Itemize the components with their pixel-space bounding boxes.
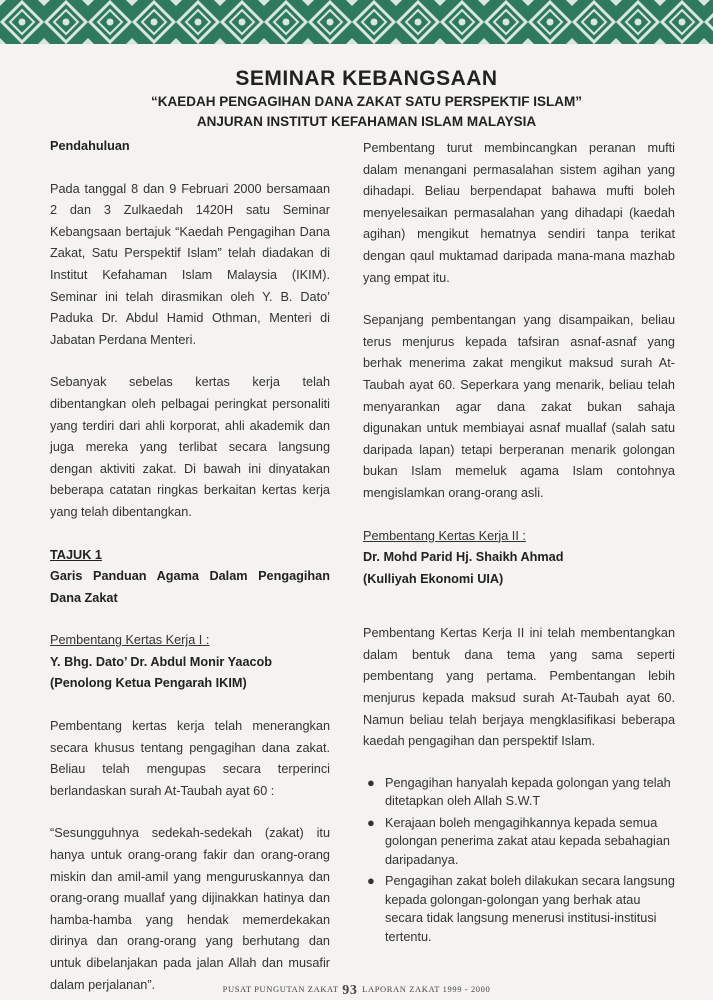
presenter-2-role: (Kulliyah Ekonomi UIA) (363, 571, 504, 586)
presenter-1-role: (Penolong Ketua Pengarah IKIM) (50, 676, 247, 691)
right-column (363, 138, 675, 949)
article-subtitle: “KAEDAH PENGAGIHAN DANA ZAKAT SATU PERSPEKTIF ISLAM” (150, 94, 582, 109)
article-header (0, 66, 713, 132)
page-number: 93 (342, 983, 358, 998)
presenter-1-summary: Pembentang kertas kerja telah menerangkan secara khusus tentang pengagihan dana zakat. Beliau telah mengupas secara terperinci berlandaskan surah At-Taubah ayat 60 : (50, 719, 330, 798)
bullet-icon: ● (367, 873, 375, 889)
page-footer (0, 983, 713, 999)
tajuk-label: TAJUK 1 (50, 547, 102, 562)
ornamental-banner (0, 0, 713, 44)
bullet-icon: ● (367, 774, 375, 790)
islamic-pattern-icon (0, 0, 713, 44)
article-organizer: ANJURAN INSTITUT KEFAHAMAN ISLAM MALAYSIA (196, 114, 537, 129)
intro-paragraph-1: Pada tanggal 8 dan 9 Februari 2000 bersamaan 2 dan 3 Zulkaedah 1420H satu Seminar Kebangsaan bertajuk “Kaedah Pengagihan Dana Zakat, Satu Perspektif Islam” telah diadakan di Institut Kefahaman Islam Malaysia (IKIM). Seminar ini telah dirasmikan oleh Y. B. Dato’ Paduka Dr. Abdul Hamid Othman, Menteri di Jabatan Perdana Menteri. (50, 181, 330, 347)
classification-list (363, 774, 675, 947)
list-item: ● Pengagihan zakat boleh dilakukan secara langsung kepada golongan-golongan yang berhak atau secara tidak langsung menerusi institusi-institusi tertentu. (367, 873, 675, 944)
intro-heading: Pendahuluan (50, 139, 130, 153)
presenter-1-name: Y. Bhg. Dato’ Dr. Abdul Monir Yaacob (50, 654, 273, 669)
footer-report-title: LAPORAN ZAKAT 1999 - 2000 (362, 984, 491, 994)
presenter-2-name: Dr. Mohd Parid Hj. Shaikh Ahmad (363, 550, 564, 565)
quran-quote: “Sesungguhnya sedekah-sedekah (zakat) itu hanya untuk orang-orang fakir dan orang-orang miskin dan amil-amil yang menguruskannya dan orang-orang muallaf yang dijinakkan hatinya dan hamba-hamba yang hendak memerdekakan dirinya dan orang-orang yang berhutang dan untuk dibelanjakan pada jalan Allah dan musafir dalam perjalanan”. (50, 826, 330, 992)
intro-paragraph-2: Sebanyak sebelas kertas kerja telah dibentangkan oleh pelbagai peringkat personaliti yang terdiri dari ahli korporat, ahli akademik dan juga mereka yang terlibat secara langsung dengan aktiviti zakat. Di bawah ini dinyatakan beberapa catatan ringkas berkaitan kertas kerja yang telah dibentangkan. (50, 375, 330, 519)
right-paragraph-2: Sepanjang pembentangan yang disampaikan, beliau terus menjurus kepada tafsiran asnaf-asnaf yang berhak menerima zakat mengikut maksud surah At-Taubah ayat 60. Seperkara yang menarik, beliau telah menyarankan agar dana zakat bukan sahaja digunakan untuk membiayai asnaf muallaf (salah satu daripada lapan) tetapi berperanan menarik golongan bukan Islam memeluk agama Islam contohnya mengislamkan orang-orang asli. (363, 313, 675, 500)
list-item: ● Kerajaan boleh mengagihkannya kepada semua golongan penerima zakat atau kepada sebahagian daripadanya. (367, 814, 670, 867)
list-item: ● Pengagihan hanyalah kepada golongan yang telah ditetapkan oleh Allah S.W.T (367, 774, 671, 809)
bullet-icon: ● (367, 814, 375, 830)
left-column (50, 136, 330, 996)
article-title: SEMINAR KEBANGSAAN (235, 67, 498, 90)
presenter-2-label: Pembentang Kertas Kerja II : (363, 528, 526, 543)
presenter-1-label: Pembentang Kertas Kerja I : (50, 633, 210, 648)
presenter-2-summary: Pembentang Kertas Kerja II ini telah membentangkan dalam bentuk dana tema yang sama seperti pembentang yang pertama. Pembentangan lebih menjurus kepada maksud surah At-Taubah ayat 60. Namun beliau telah berjaya mengklasifikasi beberapa kaedah pengagihan dan perspektif Islam. (363, 626, 675, 749)
footer-publisher: PUSAT PUNGUTAN ZAKAT (222, 984, 339, 994)
tajuk-title: Garis Panduan Agama Dalam Pengagihan Dana Zakat (50, 569, 330, 605)
right-paragraph-1: Pembentang turut membincangkan peranan mufti dalam menangani permasalahan sistem agihan yang dihadapi. Beliau berpendapat bahawa mufti boleh menyelesaikan permasalahan yang dihadapi (kaedah agihan) mengikut hematnya sendiri tanpa terikat dengan qaul muktamad daripada mana-mana mazhab yang empat itu. (363, 141, 675, 285)
